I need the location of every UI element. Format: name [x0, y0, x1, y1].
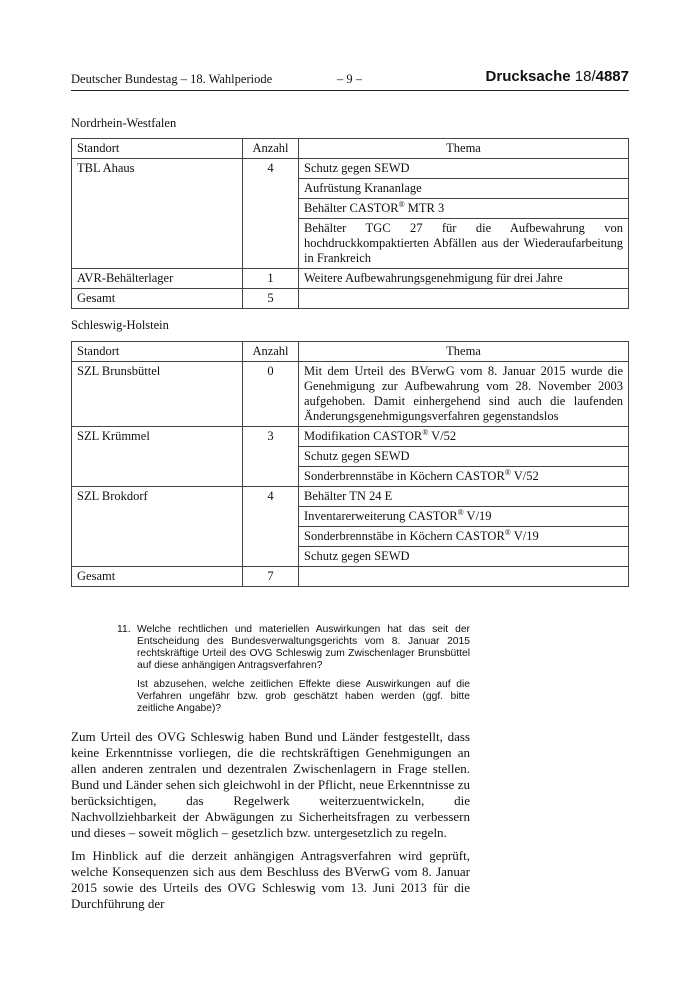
- question-subtext: Ist abzusehen, welche zeitlichen Effekte diese Auswirkungen auf die Verfahren ungefähr bzw. grob geschätzt haben werden (ggf. bitte zeitliche Angabe)?: [137, 679, 470, 714]
- cell-thema: Mit dem Urteil des BVerwG vom 8. Januar 2015 wurde die Genehmigung zur Aufbewahrung vom 28. November 2003 aufgehoben. Damit einhergehend sind auch die laufenden Änderungsgenehmigungsverfahren gegenstandslos: [299, 362, 629, 427]
- table-row: [72, 427, 629, 447]
- answer-paragraph-2: Im Hinblick auf die derzeit anhängigen Antragsverfahren wird geprüft, welche Konsequenzen sich aus dem Beschluss des BVerwG vom 8. Januar 2015 sowie des Urteils des OVG Schleswig vom 13. Juni 2013 für die Durchführung der: [71, 848, 470, 911]
- header-page-number: – 9 –: [337, 72, 362, 86]
- cell-standort: SZL Brunsbüttel: [72, 362, 243, 427]
- registered-mark: ®: [457, 507, 464, 517]
- registered-mark: ®: [422, 427, 429, 437]
- cell-thema: Aufrüstung Krananlage: [299, 179, 629, 199]
- col-standort: Standort: [72, 139, 243, 159]
- header-number-part-a: 18/: [574, 68, 596, 85]
- table-row: [72, 362, 629, 427]
- section-title-sh: Schleswig-Holstein: [71, 318, 169, 332]
- cell-standort: Gesamt: [72, 289, 243, 309]
- cell-anzahl: 0: [243, 362, 299, 427]
- registered-mark: ®: [504, 467, 511, 477]
- cell-thema: Behälter TN 24 E: [299, 487, 629, 507]
- cell-anzahl: 7: [243, 567, 299, 587]
- registered-mark: ®: [504, 527, 511, 537]
- cell-standort: SZL Krümmel: [72, 427, 243, 487]
- thema-text: Sonderbrennstäbe in Köchern CASTOR: [304, 529, 505, 543]
- answer-paragraph-1: Zum Urteil des OVG Schleswig haben Bund und Länder festgestellt, dass keine Erkenntnisse vorliegen, die die rechtskräftigen Genehmigungen an allen anderen zentralen und dezentralen Zwischenlagern in Frage stellen. Bund und Länder sehen sich gleichwohl in der Pflicht, neue Erkenntnisse zu berücksichtigen, das Regelwerk weiterzuentwickeln, die Nachvollziehbarkeit der Abwägungen zu Sicherheitsfragen zu verbessern und dieses – soweit möglich – gesetzlich bzw. untergesetzlich zu regeln.: [71, 729, 470, 840]
- table-header-row: [72, 139, 629, 159]
- header-drucksache-label: Drucksache: [485, 68, 571, 85]
- section-title-nrw: Nordrhein-Westfalen: [71, 116, 177, 130]
- thema-suffix: V/52: [510, 469, 539, 483]
- cell-standort: AVR-Behälterlager: [72, 269, 243, 289]
- table-header-row: [72, 342, 629, 362]
- col-thema: Thema: [299, 342, 629, 362]
- thema-suffix: V/52: [428, 429, 457, 443]
- cell-thema-empty: [299, 567, 629, 587]
- cell-thema: [299, 467, 629, 487]
- table-nrw: [71, 138, 629, 309]
- cell-thema: Schutz gegen SEWD: [299, 447, 629, 467]
- question-11: [117, 624, 470, 715]
- cell-thema: Schutz gegen SEWD: [299, 159, 629, 179]
- cell-thema: Schutz gegen SEWD: [299, 547, 629, 567]
- header-publication: Deutscher Bundestag – 18. Wahlperiode: [71, 72, 273, 86]
- cell-thema: [299, 427, 629, 447]
- thema-suffix: V/19: [463, 509, 492, 523]
- cell-anzahl: 4: [243, 159, 299, 269]
- header-document-number: [486, 68, 629, 85]
- cell-anzahl: 3: [243, 427, 299, 487]
- col-standort: Standort: [72, 342, 243, 362]
- question-text: Welche rechtlichen und materiellen Auswirkungen hat das seit der Entscheidung des Bundesverwaltungsgerichts vom 8. Januar 2015 rechtskräftige Urteil des OVG Schleswig zum Zwischenlager Brunsbüttel auf diese anhängigen Antragsverfahren?: [137, 624, 470, 671]
- cell-thema: Behälter TGC 27 für die Aufbewahrung von hochdruckkompaktierten Abfällen aus der Wiederaufarbeitung in Frankreich: [299, 219, 629, 269]
- cell-thema: [299, 527, 629, 547]
- col-anzahl: Anzahl: [243, 342, 299, 362]
- cell-standort: TBL Ahaus: [72, 159, 243, 269]
- cell-thema: [299, 199, 629, 219]
- table-row: [72, 487, 629, 507]
- answer-text: [71, 729, 470, 919]
- cell-anzahl: 1: [243, 269, 299, 289]
- cell-anzahl: 5: [243, 289, 299, 309]
- cell-thema-empty: [299, 289, 629, 309]
- thema-text: Modifikation CASTOR: [304, 429, 423, 443]
- cell-standort: SZL Brokdorf: [72, 487, 243, 567]
- thema-suffix: V/19: [510, 529, 539, 543]
- cell-standort: Gesamt: [72, 567, 243, 587]
- col-anzahl: Anzahl: [243, 139, 299, 159]
- table-row: [72, 269, 629, 289]
- page-header: [71, 70, 629, 91]
- thema-suffix: MTR 3: [404, 201, 445, 215]
- registered-mark: ®: [398, 199, 405, 209]
- thema-text: Sonderbrennstäbe in Köchern CASTOR: [304, 469, 505, 483]
- table-row-total: [72, 567, 629, 587]
- col-thema: Thema: [299, 139, 629, 159]
- cell-anzahl: 4: [243, 487, 299, 567]
- question-number: 11.: [117, 624, 131, 635]
- table-row: [72, 159, 629, 179]
- cell-thema: [299, 507, 629, 527]
- thema-text: Behälter CASTOR: [304, 201, 399, 215]
- header-number-part-b: 4887: [595, 68, 629, 85]
- cell-thema: Weitere Aufbewahrungsgenehmigung für drei Jahre: [299, 269, 629, 289]
- table-sh: [71, 341, 629, 587]
- table-row-total: [72, 289, 629, 309]
- thema-text: Inventarerweiterung CASTOR: [304, 509, 458, 523]
